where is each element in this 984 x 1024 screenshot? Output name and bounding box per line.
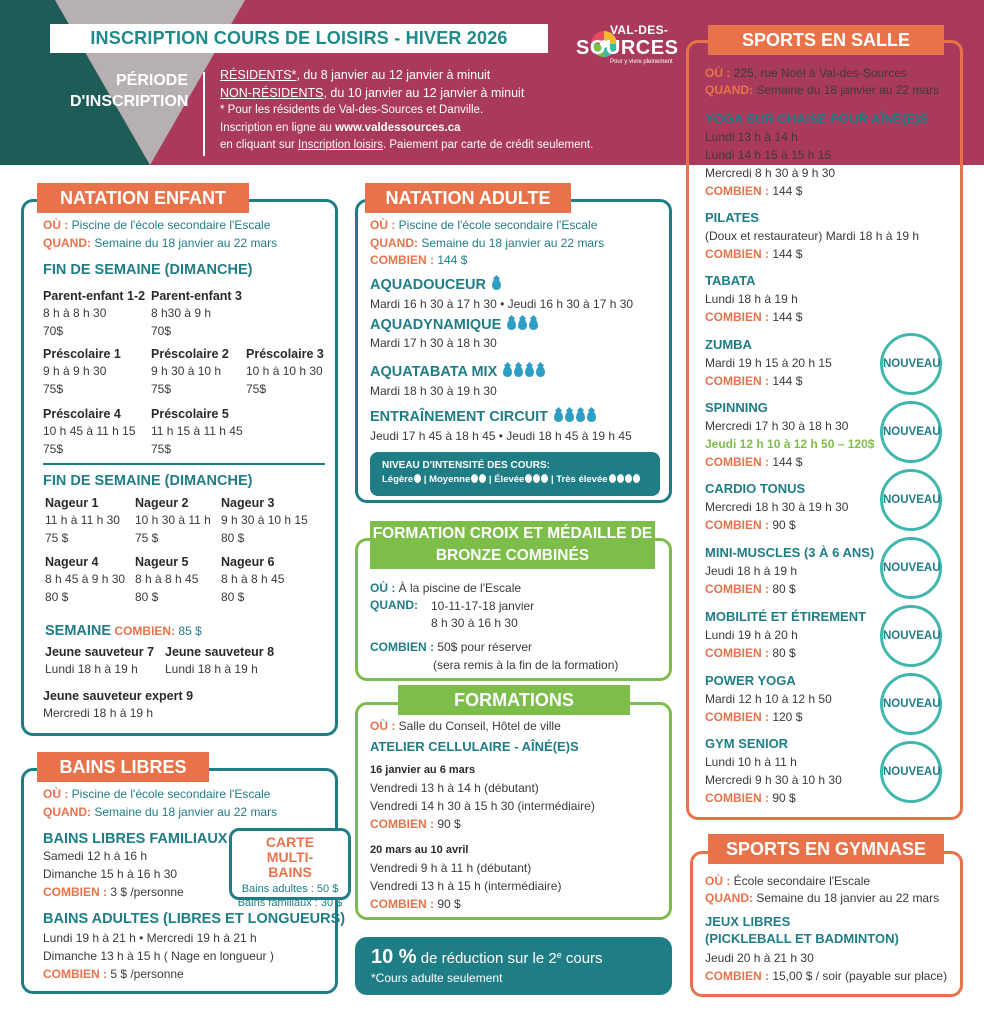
ss-line: Jeudi 18 h à 19 h	[705, 564, 798, 578]
fc-quand-line: 8 h 30 à 16 h 30	[431, 616, 518, 630]
ne-nageur-price: 75 $	[45, 531, 69, 545]
niveau-intensite	[370, 452, 660, 496]
ss-line: Lundi 13 h à 14 h	[705, 130, 798, 144]
na-course-time: Jeudi 17 h 45 à 18 h 45 • Jeudi 18 h 45 à 19 h 45	[370, 429, 632, 443]
ss-ou: OÙ : 225, rue Noël à Val-des-Sources	[705, 66, 907, 80]
na-combien: COMBIEN : 144 $	[370, 253, 468, 267]
fo-line: Vendredi 14 h 30 à 15 h 30 (intermédiaire)	[370, 799, 595, 813]
bl-adultes-title: BAINS ADULTES (LIBRES ET LONGUEURS)	[43, 911, 346, 927]
periode-label: PÉRIODE D'INSCRIPTION	[70, 72, 189, 110]
sg-ou: OÙ : École secondaire l'Escale	[705, 874, 871, 888]
residents-note: * Pour les résidents de Val-des-Sources et Danville.	[220, 104, 484, 116]
ne-group-time: 10 h à 10 h 30	[246, 364, 323, 378]
nouveau-badge: NOUVEAU	[880, 605, 942, 667]
ss-activity-title: SPINNING	[705, 400, 768, 415]
niveau-title: NIVEAU D'INTENSITÉ DES COURS:	[382, 460, 550, 471]
residents-label: RÉSIDENTS*	[220, 68, 297, 82]
ss-activity-title: MOBILITÉ ET ÉTIREMENT	[705, 609, 867, 624]
ss-line: Mardi 12 h 10 à 12 h 50	[705, 692, 832, 706]
ne-nageur-price: 75 $	[135, 531, 159, 545]
ne-group-time: 8 h30 à 9 h	[151, 306, 212, 320]
ss-activity-title: MINI-MUSCLES (3 À 6 ANS)	[705, 545, 875, 560]
reduction-note: *Cours adulte seulement	[371, 971, 503, 985]
logo-top-text: VAL-DES-	[610, 23, 669, 37]
reduction-main: 10 % de réduction sur le 2e cours	[371, 946, 603, 968]
bl-fam-line: Samedi 12 h à 16 h	[43, 849, 148, 863]
ne-group-price: 75$	[43, 382, 64, 396]
fc-ou: OÙ : À la piscine de l'Escale	[370, 581, 522, 595]
ss-activity-title: ZUMBA	[705, 337, 752, 352]
sports-salle-tag: SPORTS EN SALLE	[708, 25, 944, 55]
ss-combien: COMBIEN : 90 $	[705, 791, 796, 805]
ss-line: Mercredi 9 h 30 à 10 h 30	[705, 773, 842, 787]
ne-group-time: 9 h à 9 h 30	[43, 364, 107, 378]
na-course-time: Mardi 17 h 30 à 18 h 30	[370, 336, 497, 350]
ne-sauveteur-time: Lundi 18 h à 19 h	[45, 662, 138, 676]
na-ou: OÙ : Piscine de l'école secondaire l'Escale	[370, 218, 598, 232]
ne-separator	[43, 463, 325, 465]
ss-combien: COMBIEN : 144 $	[705, 455, 803, 469]
fc-combien: COMBIEN : 50$ pour réserver	[370, 640, 533, 654]
ne-nageur-price: 80 $	[45, 590, 69, 604]
fo-combien: COMBIEN : 90 $	[370, 817, 461, 831]
ne-nageur-time: 9 h 30 à 10 h 15	[221, 513, 308, 527]
drop-icon	[565, 411, 574, 422]
fc-quand-line: 10-11-17-18 janvier	[431, 599, 535, 613]
ne-semaine: SEMAINE COMBIEN: 85 $	[45, 623, 202, 639]
ne-nageur-time: 8 h à 8 h 45	[135, 572, 199, 586]
bl-familiaux-title: BAINS LIBRES FAMILIAUX	[43, 831, 228, 847]
bl-fam-combien: COMBIEN : 3 $ /personne	[43, 885, 184, 899]
periode-info	[220, 67, 640, 155]
ss-activity-title: PILATES	[705, 210, 759, 225]
ss-combien: COMBIEN : 80 $	[705, 582, 796, 596]
logo-main-text: SOURCES	[576, 37, 679, 59]
carte-line: Bains adultes : 50 $	[241, 883, 339, 895]
ne-group-price: 75$	[43, 442, 64, 456]
nouveau-badge: NOUVEAU	[880, 469, 942, 531]
na-course-title: AQUADOUCEUR	[370, 275, 501, 296]
ne-group-name: Préscolaire 4	[43, 407, 121, 421]
ne-group-name: Parent-enfant 3	[151, 289, 242, 303]
ss-activity-title: CARDIO TONUS	[705, 481, 806, 496]
ne-nageur-name: Nageur 2	[135, 496, 189, 510]
fc-combien-note: (sera remis à la fin de la formation)	[433, 658, 619, 672]
ne-nageur-name: Nageur 5	[135, 555, 189, 569]
ne-group-time: 10 h 45 à 11 h 15	[43, 424, 136, 438]
ne-quand: QUAND: Semaine du 18 janvier au 22 mars	[43, 236, 278, 250]
nonresidents-dates: , du 10 janvier au 12 janvier à minuit	[323, 85, 525, 100]
ss-activity-title: GYM SENIOR	[705, 736, 789, 751]
ss-combien: COMBIEN : 120 $	[705, 710, 803, 724]
ne-nageur-name: Nageur 6	[221, 555, 275, 569]
nouveau-badge: NOUVEAU	[880, 537, 942, 599]
na-course-time: Mardi 18 h 30 à 19 h 30	[370, 384, 497, 398]
ne-nageur-time: 8 h à 8 h 45	[221, 572, 285, 586]
drop-icon	[576, 411, 585, 422]
ss-activity-title: POWER YOGA	[705, 673, 796, 688]
fo-atelier: ATELIER CELLULAIRE - AÎNÉ(E)S	[370, 739, 579, 754]
carte-multi-bains	[229, 828, 351, 909]
fo-period-title: 20 mars au 10 avril	[370, 844, 469, 856]
ne-nageur-time: 11 h à 11 h 30	[45, 513, 120, 527]
ss-line: Mercredi 17 h 30 à 18 h 30	[705, 419, 849, 433]
page-title: INSCRIPTION COURS DE LOISIRS - HIVER 2026	[50, 24, 548, 53]
ne-nageur-time: 10 h 30 à 11 h	[135, 513, 211, 527]
logo-tagline: Pour y vivre pleinement	[610, 59, 673, 65]
ss-line: Jeudi 12 h 10 à 12 h 50 – 120$	[705, 437, 875, 451]
nouveau-badge: NOUVEAU	[880, 401, 942, 463]
residents-dates: , du 8 janvier au 12 janvier à minuit	[296, 68, 491, 82]
drop-icon	[529, 319, 538, 330]
ne-nageur-name: Nageur 4	[45, 555, 99, 569]
fo-line: Vendredi 13 h à 14 h (débutant)	[370, 781, 539, 795]
drop-icon	[492, 279, 501, 290]
sg-jeux-subtitle: (PICKLEBALL ET BADMINTON)	[705, 931, 899, 946]
click-pre: en cliquant sur	[220, 139, 298, 151]
ne-sauveteur-name: Jeune sauveteur 7	[45, 645, 155, 659]
ne-group-name: Préscolaire 3	[246, 347, 324, 361]
bl-quand: QUAND: Semaine du 18 janvier au 22 mars	[43, 805, 278, 819]
drop-icon	[587, 411, 596, 422]
ne-group-time: 11 h 15 à 11 h 45	[151, 424, 243, 438]
sg-combien: COMBIEN : 15,00 $ / soir (payable sur place)	[705, 969, 948, 983]
sg-jeux-time: Jeudi 20 h à 21 h 30	[705, 951, 814, 965]
ne-fin-semaine-2: FIN DE SEMAINE (DIMANCHE)	[43, 473, 253, 489]
ss-line: Lundi 18 h à 19 h	[705, 292, 798, 306]
na-course-title: ENTRAÎNEMENT CIRCUIT	[370, 407, 596, 428]
ne-fin-semaine-1: FIN DE SEMAINE (DIMANCHE)	[43, 262, 253, 278]
na-course-title: AQUADYNAMIQUE	[370, 315, 538, 336]
ne-group-price: 70$	[43, 324, 64, 338]
ss-quand: QUAND: Semaine du 18 janvier au 22 mars	[705, 83, 940, 97]
ne-group-price: 70$	[151, 324, 172, 338]
fo-period-title: 16 janvier au 6 mars	[370, 764, 476, 776]
drop-icon	[554, 411, 563, 422]
drop-icon	[518, 319, 527, 330]
nouveau-badge: NOUVEAU	[880, 333, 942, 395]
ne-group-price: 75$	[151, 382, 172, 396]
ne-group-price: 75$	[246, 382, 267, 396]
bl-ad-combien: COMBIEN : 5 $ /personne	[43, 967, 184, 981]
ne-nageur-name: Nageur 1	[45, 496, 99, 510]
ne-nageur-price: 80 $	[135, 590, 159, 604]
fo-line: Vendredi 13 h à 15 h (intermédiaire)	[370, 879, 562, 893]
ne-sauveteur-time: Mercredi 18 h à 19 h	[43, 706, 154, 720]
natation-enfant-tag: NATATION ENFANT	[37, 183, 249, 213]
ss-line: Lundi 10 h à 11 h	[705, 755, 797, 769]
bains-libres-tag: BAINS LIBRES	[37, 752, 209, 782]
fo-line: Vendredi 9 h à 11 h (débutant)	[370, 861, 532, 875]
ne-ou: OÙ : Piscine de l'école secondaire l'Escale	[43, 218, 271, 232]
bl-ad-line: Dimanche 13 h à 15 h ( Nage en longueur )	[43, 949, 274, 963]
nouveau-badge: NOUVEAU	[880, 741, 942, 803]
ne-group-time: 8 h à 8 h 30	[43, 306, 107, 320]
ss-activity-title: YOGA SUR CHAISE POUR AÎNÉ(E)S	[705, 111, 928, 126]
na-course-time: Mardi 16 h 30 à 17 h 30 • Jeudi 16 h 30 à 17 h 30	[370, 297, 634, 311]
formations-tag: FORMATIONS	[398, 685, 630, 715]
carte-line: Bains familiaux : 30 $	[237, 897, 343, 909]
ss-line: (Doux et restaurateur) Mardi 18 h à 19 h	[705, 229, 920, 243]
ss-combien: COMBIEN : 144 $	[705, 184, 803, 198]
ne-sauveteur-name: Jeune sauveteur 8	[165, 645, 275, 659]
ne-nageur-name: Nageur 3	[221, 496, 275, 510]
ne-group-price: 75$	[151, 442, 172, 456]
ss-line: Mercredi 8 h 30 à 9 h 30	[705, 166, 836, 180]
bl-ad-line: Lundi 19 h à 21 h • Mercredi 19 h à 21 h	[43, 931, 257, 945]
fo-combien: COMBIEN : 90 $	[370, 897, 461, 911]
drop-icon	[514, 366, 523, 377]
bl-fam-line: Dimanche 15 h à 16 h 30	[43, 867, 178, 881]
drop-icon	[503, 366, 512, 377]
ne-nageur-time: 8 h 45 à 9 h 30	[45, 572, 126, 586]
click-post: . Paiement par carte de crédit seulement.	[383, 139, 594, 151]
ne-group-name: Parent-enfant 1-2	[43, 289, 146, 303]
ne-sauveteur-name: Jeune sauveteur expert 9	[43, 689, 194, 703]
ss-line: Mercredi 18 h 30 à 19 h 30	[705, 500, 849, 514]
na-quand: QUAND: Semaine du 18 janvier au 22 mars	[370, 236, 605, 250]
ss-combien: COMBIEN : 144 $	[705, 310, 803, 324]
online-pre: Inscription en ligne au	[220, 121, 336, 134]
ss-combien: COMBIEN : 80 $	[705, 646, 796, 660]
ne-group-name: Préscolaire 5	[151, 407, 229, 421]
ne-group-name: Préscolaire 1	[43, 347, 121, 361]
na-course-title: AQUATABATA MIX	[370, 362, 545, 383]
ss-line: Lundi 19 h à 20 h	[705, 628, 798, 642]
fo-ou: OÙ : Salle du Conseil, Hôtel de ville	[370, 719, 561, 733]
reduction-banner	[355, 937, 672, 995]
drop-icon	[525, 366, 534, 377]
inscription-link[interactable]: Inscription loisirs	[298, 139, 383, 151]
ne-sauveteur-time: Lundi 18 h à 19 h	[165, 662, 258, 676]
ne-group-name: Préscolaire 2	[151, 347, 229, 361]
ss-combien: COMBIEN : 144 $	[705, 374, 803, 388]
nonresidents-label: NON-RÉSIDENTS	[220, 85, 324, 100]
website-link[interactable]: www.valdessources.ca	[335, 121, 461, 134]
drop-icon	[507, 319, 516, 330]
nouveau-badge: NOUVEAU	[880, 673, 942, 735]
ss-combien: COMBIEN : 144 $	[705, 247, 803, 261]
drop-icon	[536, 366, 545, 377]
sports-gym-tag: SPORTS EN GYMNASE	[708, 834, 944, 864]
periode-divider	[203, 72, 205, 156]
natation-adulte-tag: NATATION ADULTE	[365, 183, 571, 213]
logo	[566, 22, 679, 66]
carte-title: CARTE MULTI-BAINS	[265, 834, 315, 880]
sg-jeux-title: JEUX LIBRES	[705, 914, 791, 929]
ne-nageur-price: 80 $	[221, 590, 245, 604]
niveau-legend: Légère | Moyenne | Élevée | Très élevée	[382, 472, 648, 487]
ss-combien: COMBIEN : 90 $	[705, 518, 796, 532]
sg-quand: QUAND: Semaine du 18 janvier au 22 mars	[705, 891, 940, 905]
bl-ou: OÙ : Piscine de l'école secondaire l'Escale	[43, 787, 271, 801]
ss-line: Lundi 14 h 15 à 15 h 15	[705, 148, 832, 162]
ss-line: Mardi 19 h 15 à 20 h 15	[705, 356, 832, 370]
ss-activity-title: TABATA	[705, 273, 756, 288]
fc-quand: QUAND:	[370, 598, 418, 612]
formation-croix-tag: FORMATION CROIX ET MÉDAILLE DE BRONZE COMBINÉS	[370, 521, 655, 569]
ne-group-time: 9 h 30 à 10 h	[151, 364, 222, 378]
ne-nageur-price: 80 $	[221, 531, 245, 545]
